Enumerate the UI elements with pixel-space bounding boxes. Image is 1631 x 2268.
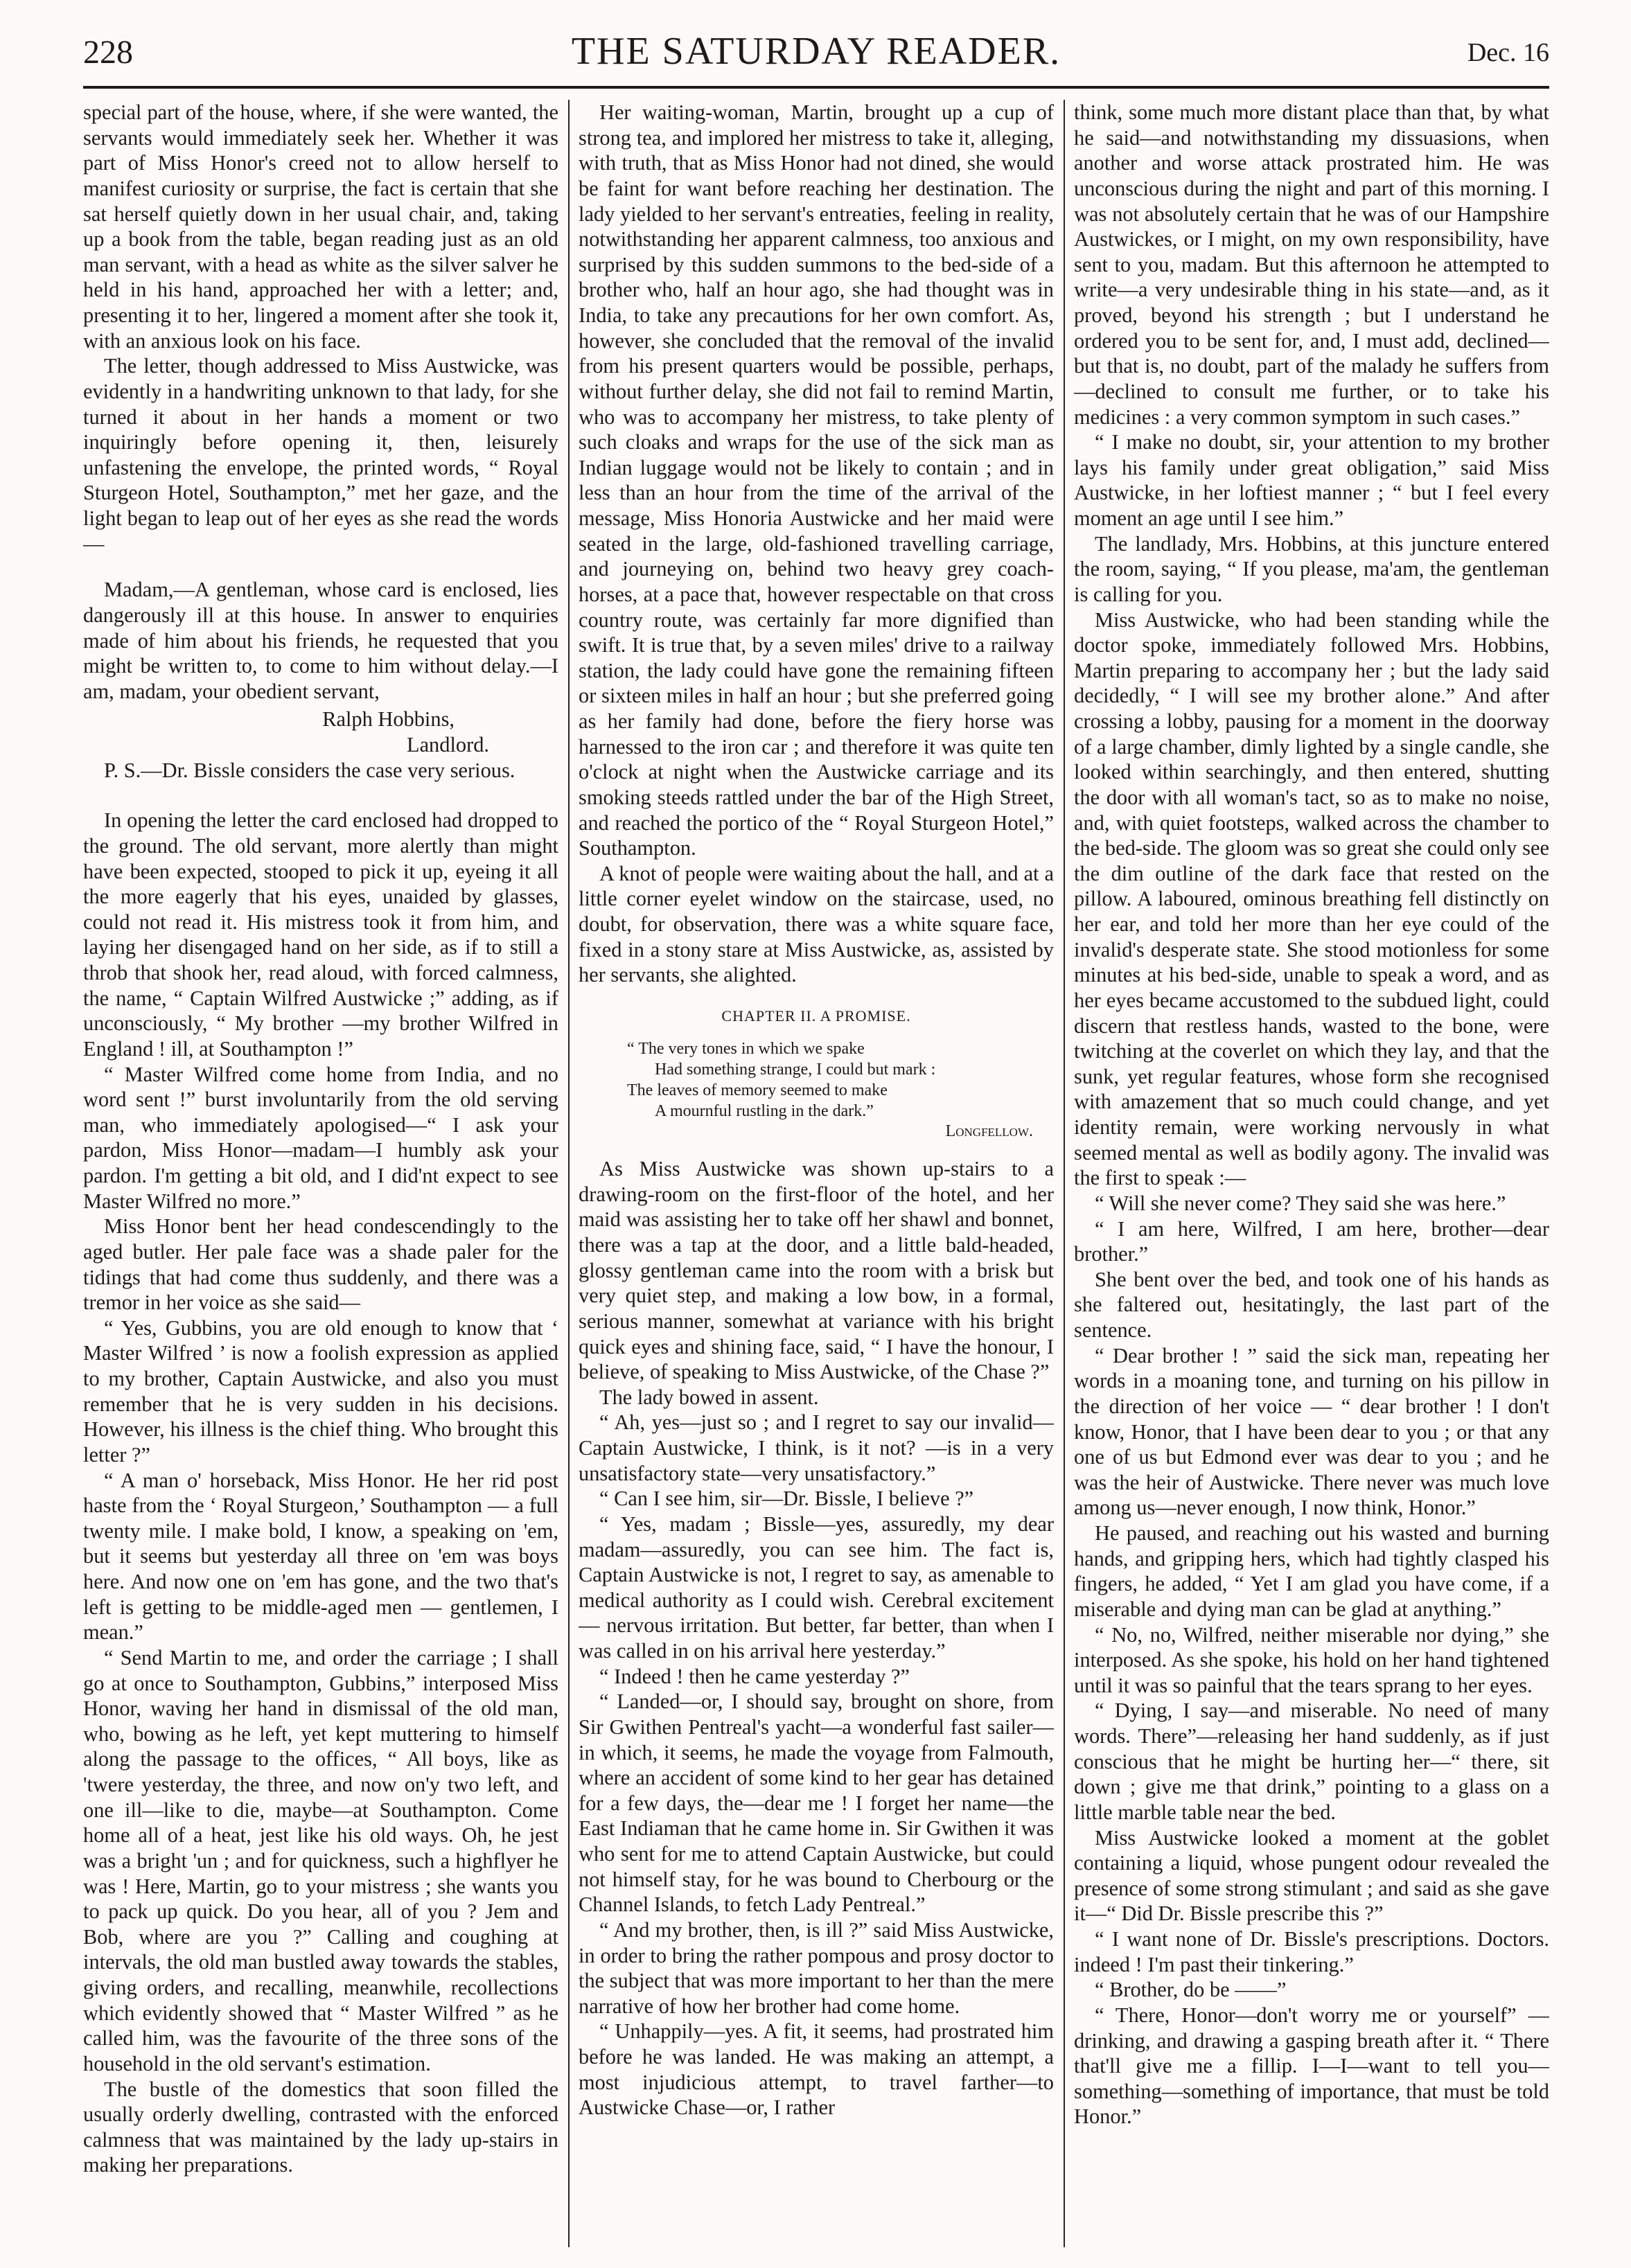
paragraph: “ Landed—or, I should say, brought on shore, from Sir Gwithen Pentreal's yacht—a wonderful fast sailer—in which, it seems, he made the voyage from Falmouth, where an accident of some kind to her gear has detained for a few days, the—dear me ! I forget her name—the East Indiaman that he came home in. Sir Gwithen it was who sent for me to attend Captain Austwicke, but could not himself stay, for he was bound to Cherbourg or the Channel Islands, to fetch Lady Pentreal.” [579, 1690, 1054, 1917]
paragraph: He paused, and reaching out his wasted and burning hands, and gripping hers, which had tightly clasped his fingers, he added, “ Yet I am glad you have come, if a miserable and dying man can be glad at anything.” [1074, 1521, 1549, 1621]
text-columns [83, 100, 1549, 2247]
epigraph-line: Had something strange, I could but mark : [655, 1061, 936, 1079]
epigraph-line: “ The very tones in which we spake [627, 1040, 865, 1058]
epigraph-attribution: Longfellow. [945, 1122, 1033, 1141]
paragraph: She bent over the bed, and took one of his hands as she faltered out, hesitatingly, the last part of the sentence. [1074, 1267, 1549, 1342]
paragraph: “ I make no doubt, sir, your attention to my brother lays his family under great obligation,” said Miss Austwicke, in her loftiest manner ; “ but I feel every moment an age until I see him.” [1074, 430, 1549, 530]
paragraph: “ Yes, madam ; Bissle—yes, assuredly, my dear madam—assuredly, you can see him. The fact is, Captain Austwicke is not, I regret to say, as amenable to medical authority as I could wish. Cerebral excitement — nervous irritation. But better, far better, than when I was called in on his arrival here yesterday.” [579, 1512, 1054, 1663]
epigraph-line: A mournful rustling in the dark.” [655, 1101, 874, 1120]
paragraph: “ And my brother, then, is ill ?” said Miss Austwicke, in order to bring the rather pompous and prosy doctor to the subject that was more important to her than the mere narrative of how her brother had come home. [579, 1917, 1054, 2018]
letter-postscript: P. S.—Dr. Bissle considers the case very serious. [104, 758, 515, 782]
epigraph-line: The leaves of memory seemed to make [627, 1081, 888, 1099]
paragraph: “ I am here, Wilfred, I am here, brother—dear brother.” [1074, 1216, 1549, 1266]
paragraph: In opening the letter the card enclosed had dropped to the ground. The old servant, more alertly than might have been expected, stooped to pick it up, eyeing it all the more eagerly that his eyes, unaided by glasses, could not read it. His mistress took it from him, and laying her disengaged hand on her side, as if to still a throb that shook her, read aloud, with forced calmness, the name, “ Captain Wilfred Austwicke ;” adding, as if unconsciously, “ My brother —my brother Wilfred in England ! ill, at Southampton !” [83, 808, 558, 1061]
paragraph: The landlady, Mrs. Hobbins, at this juncture entered the room, saying, “ If you please, ma'am, the gentleman is calling for you. [1074, 531, 1549, 606]
column-3 [1074, 100, 1549, 2247]
paragraph: “ Yes, Gubbins, you are old enough to know that ‘ Master Wilfred ’ is now a foolish expression as applied to my brother, Captain Austwicke, and also you must remember that he is very sudden in his decisions. However, his illness is the chief thing. Who brought this letter ?” [83, 1315, 558, 1467]
publication-title: THE SATURDAY READER. [571, 30, 1061, 73]
letter-text: Madam,—A gentleman, whose card is enclosed, lies dangerously ill at this house. In answer to enquiries made of him about his friends, he requested that you might be written to, to come to him without delay.—I am, madam, your obedient servant, [83, 578, 558, 703]
letter-signature: Ralph Hobbins, [322, 707, 455, 732]
paragraph: “ Unhappily—yes. A fit, it seems, had prostrated him before he was landed. He was making an attempt, a most injudicious attempt, to travel farther—to Austwicke Chase—or, I rather [579, 2019, 1054, 2120]
letter-signature-title: Landlord. [407, 733, 489, 756]
paragraph: “ No, no, Wilfred, neither miserable nor dying,” she interposed. As she spoke, his hold on her hand tightened until it was so painful that the tears sprang to her eyes. [1074, 1622, 1549, 1697]
paragraph: “ Brother, do be ——” [1095, 1978, 1287, 2002]
header-rule [83, 86, 1549, 89]
paragraph: A knot of people were waiting about the hall, and at a little corner eyelet window on the staircase, used, no doubt, for observation, there was a white square face, fixed in a stony stare at Miss Austwicke, as, assisted by her servants, she alighted. [579, 861, 1054, 987]
paragraph: Her waiting-woman, Martin, brought up a cup of strong tea, and implored her mistress to take it, alleging, with truth, that as Miss Honor had not dined, she would be faint for want before reaching her destination. The lady yielded to her servant's entreaties, feeling in reality, notwithstanding her apparent calmness, too anxious and surprised by this sudden summons to the bed-side of a brother who, half an hour ago, she had thought was in India, to take any precautions for her own comfort. As, however, she concluded that the removal of the invalid from his present quarters would be possible, perhaps, without further delay, she did not fail to remind Martin, who was to accompany her mistress, to take plenty of such cloaks and wraps for the use of the sick man as Indian luggage would not be likely to contain ; and in less than an hour from the time of the arrival of the message, Miss Honoria Austwicke and her maid were seated in the large, old-fashioned travelling carriage, and journeying on, behind two heavy grey coach-horses, at a pace that, however respectable on that cross country route, was certainly far more dignified than swift. It is true that, by a seven miles' drive to a railway station, the lady could have gone the remaining fifteen or sixteen miles in half an hour ; but she preferred going as her family had done, before the fiery horse was harnessed to the iron car ; and therefore it was quite ten o'clock at night when the Austwicke carriage and its smoking steeds rattled under the bar of the High Street, and reached the portico of the “ Royal Sturgeon Hotel,” Southampton. [579, 100, 1054, 860]
paragraph: “ Can I see him, sir—Dr. Bissle, I believe ?” [599, 1487, 974, 1511]
paragraph: “ Ah, yes—just so ; and I regret to say our invalid—Captain Austwicke, I think, is it not? —is in a very unsatisfactory state—very unsatisfactory.” [579, 1410, 1054, 1485]
paragraph: As Miss Austwicke was shown up-stairs to a drawing-room on the first-floor of the hotel, and her maid was assisting her to take off her shawl and bonnet, there was a tap at the door, and a little bald-headed, glossy gentleman came into the room with a brisk but very quiet step, and making a low bow, in a formal, serious manner, somewhat at variance with his bright quick eyes and shining face, said, “ I have the honour, I believe, of speaking to Miss Austwicke, of the Chase ?” [579, 1157, 1054, 1384]
column-2 [579, 100, 1054, 2247]
chapter-heading: CHAPTER II. A PROMISE. [721, 1007, 911, 1025]
paragraph: Miss Austwicke, who had been standing while the doctor spoke, immediately followed Mrs. Hobbins, Martin preparing to accompany her ; but the lady said decidedly, “ I will see my brother alone.” And after crossing a lobby, pausing for a moment in the doorway of a large chamber, dimly lighted by a single candle, she looked within searchingly, and then entered, shutting the door with all woman's tact, so as to make no noise, and, with quiet footsteps, walked across the chamber to the bed-side. The gloom was so great she could only see the dim outline of the dark face that rested on the pillow. A laboured, ominous breathing fell distinctly on her ear, and told her more than her eye could of the invalid's desperate state. She stood motionless for some minutes at his bed-side, unable to speak a word, and as her eyes became accustomed to the subdued light, could discern that restless hands, wasted to the bone, were twitching at the coverlet on which they lay, and that the sunk, yet regular features, whose form she recognised with amazement that so much could change, and yet identity remain, were working nervously in what seemed mental as well as bodily agony. The invalid was the first to speak :— [1074, 608, 1549, 1190]
paragraph: “ Dear brother ! ” said the sick man, repeating her words in a moaning tone, and turning on his pillow in the direction of her voice — “ dear brother ! I don't know, Honor, that I have been dear to you ; or that any one of us but Edmond ever was dear to you ; and he was the heir of Austwicke. There never was much love among us—never enough, I now think, Honor.” [1074, 1343, 1549, 1520]
column-divider [568, 100, 570, 2247]
paragraph: “ I want none of Dr. Bissle's prescriptions. Doctors. indeed ! I'm past their tinkering.” [1074, 1927, 1549, 1976]
paragraph: “ Will she never come? They said she was here.” [1095, 1191, 1506, 1215]
paragraph: think, some much more distant place than that, by what he said—and notwithstanding my dissuasions, when another and worse attack prostrated him. He was unconscious during the night and part of this morning. I was not absolutely certain that he was of our Hampshire Austwickes, or I might, on my own responsibility, have sent to you, madam. But this afternoon he attempted to write—a very undesirable thing in his state—and, as it proved, beyond his strength ; but I understand he ordered you to be sent for, and, I must add, declined—but that is, no doubt, part of the malady he suffers from—declined to consult me further, or to take his medicines : a very common symptom in such cases.” [1074, 100, 1549, 429]
paragraph: “ Send Martin to me, and order the carriage ; I shall go at once to Southampton, Gubbins,” interposed Miss Honor, waving her hand in dismissal of the old man, who, bowing as he left, yet kept muttering to himself along the passage to the offices, “ All boys, like as 'twere yesterday, the three, and now on'y two left, and one ill—like to die, maybe—at Southampton. Come home all of a heat, jest like his old ways. Oh, he jest was a bright 'un ; and for quickness, such a highflyer he was ! Here, Martin, go to your mistress ; she wants you to pack up quick. Do you hear, all of you ? Jem and Bob, where are you ?” Calling and coughing at intervals, the old man bustled away towards the stables, giving orders, and recalling, meanwhile, recollections which evidently showed that “ Master Wilfred ” as he called him, was the favourite of the three sons of the household in the old servant's estimation. [83, 1645, 558, 2075]
paragraph: The letter, though addressed to Miss Austwicke, was evidently in a handwriting unknown to that lady, for she turned it about in her hands a moment or two inquiringly before opening it, then, leisurely unfastening the envelope, the printed words, “ Royal Sturgeon Hotel, Southampton,” met her gaze, and the light began to leap out of her eyes as she read the words— [83, 354, 558, 556]
column-1 [83, 100, 558, 2247]
paragraph: “ Indeed ! then he came yesterday ?” [599, 1664, 910, 1688]
paragraph: “ Master Wilfred come home from India, and no word sent !” burst involuntarily from the old serving man, who immediately apologised—“ I ask your pardon, Miss Honor—madam—I humbly ask your pardon. I'm getting a bit old, and I did'nt expect to see Master Wilfred no more.” [83, 1062, 558, 1213]
epigraph [627, 1039, 1054, 1142]
paragraph: The lady bowed in assent. [599, 1385, 819, 1409]
paragraph: special part of the house, where, if she were wanted, the servants would immediately seek her. Whether it was part of Miss Honor's creed not to allow herself to manifest curiosity or surprise, the fact is certain that she sat herself quietly down in her usual chair, and, taking up a book from the table, began reading just as an old man servant, with a head as white as the silver salver he held in his hand, approached her with a letter; and, presenting it to her, lingered a moment after she took it, with an anxious look on his face. [83, 100, 558, 353]
page-number: 228 [83, 34, 133, 71]
paragraph: “ A man o' horseback, Miss Honor. He her rid post haste from the ‘ Royal Sturgeon,’ Southampton — a full twenty mile. I make bold, I know, a speaking on 'em, but it seems but yesterday all three on 'em was boys here. And now one on 'em has gone, and the two that's left is getting to be middle-aged men — gentlemen, I mean.” [83, 1468, 558, 1645]
paragraph: “ Dying, I say—and miserable. No need of many words. There”—releasing her hand suddenly, as if just conscious that he might be hurting her—“ there, sit down ; give me that drink,” pointing to a glass on a little marble table near the bed. [1074, 1699, 1549, 1824]
paragraph: “ There, Honor—don't worry me or yourself” —drinking, and drawing a gasping breath after it. “ There that'll give me a fillip. I—I—want to tell you—something—something of importance, that must be told Honor.” [1074, 2003, 1549, 2129]
paragraph: Miss Honor bent her head condescendingly to the aged butler. Her pale face was a shade paler for the tidings that had come thus suddenly, and there was a tremor in her voice as she said— [83, 1214, 558, 1315]
paragraph: Miss Austwicke looked a moment at the goblet containing a liquid, whose pungent odour revealed the presence of some strong stimulant ; and said as she gave it—“ Did Dr. Bissle prescribe this ?” [1074, 1825, 1549, 1926]
page-header [83, 29, 1549, 85]
column-divider [1064, 100, 1065, 2247]
paragraph: The bustle of the domestics that soon filled the usually orderly dwelling, contrasted with the enforced calmness that was maintained by the lady up-stairs in making her preparations. [83, 2077, 558, 2177]
issue-date: Dec. 16 [1467, 38, 1549, 67]
